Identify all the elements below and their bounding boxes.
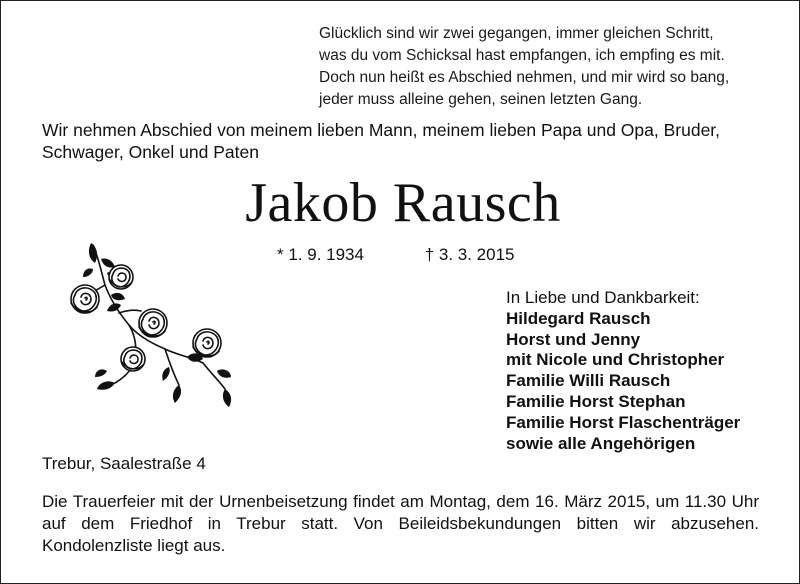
deceased-name: Jakob Rausch: [245, 172, 561, 234]
death-date: † 3. 3. 2015: [424, 245, 515, 264]
poem-line: was du vom Schicksal hast empfangen, ich empfing es mit.: [319, 47, 725, 64]
ceremony-notice: Die Trauerfeier mit der Urnenbeisetzung findet am Montag, dem 16. März 2015, um 11.30 Uhr auf dem Friedhof in Trebur statt. Von Beileidsbekundungen bitten wir abzusehen. Kondolenzliste liegt aus.: [42, 492, 759, 555]
address: Trebur, Saalestraße 4: [42, 454, 206, 473]
poem-line: jeder muss alleine gehen, seinen letzten Gang.: [319, 91, 643, 108]
mourner: sowie alle Angehörigen: [506, 433, 696, 453]
mourner: mit Nicole und Christopher: [506, 350, 725, 370]
mourners-list: [506, 288, 796, 454]
mourner: Familie Willi Rausch: [506, 371, 671, 391]
poem-line: Glücklich sind wir zwei gegangen, immer gleichen Schritt,: [319, 25, 714, 42]
roses-icon: [61, 239, 239, 411]
intro-text: Wir nehmen Abschied von meinem lieben Mann, meinem lieben Papa und Opa, Bruder, Schwager, Onkel und Paten: [42, 120, 721, 162]
mourner: Familie Horst Flaschenträger: [506, 412, 741, 432]
poem-line: Doch nun heißt es Abschied nehmen, und mir wird so bang,: [319, 69, 730, 86]
mourner: Horst und Jenny: [506, 329, 641, 349]
mourners-heading: In Liebe und Dankbarkeit:: [506, 288, 700, 307]
mourner: Hildegard Rausch: [506, 308, 651, 328]
poem: [319, 23, 789, 111]
life-dates: [277, 243, 515, 267]
birth-date: * 1. 9. 1934: [277, 245, 364, 264]
mourner: Familie Horst Stephan: [506, 391, 686, 411]
